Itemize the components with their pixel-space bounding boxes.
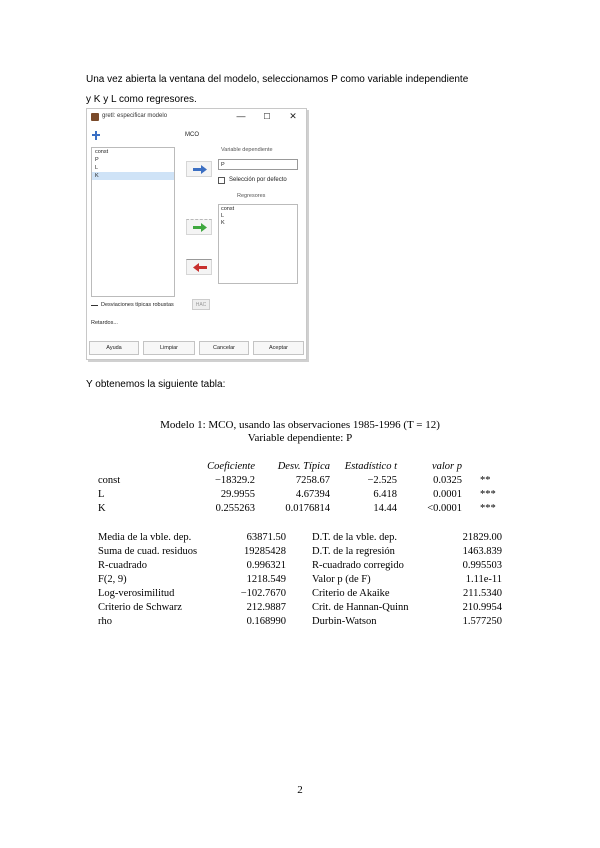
regressor-item-const[interactable]: const [221,206,235,212]
stat-label: Log-verosimilitud [98,588,175,599]
stat-value: 1463.839 [462,546,502,557]
stat-label: Durbin-Watson [312,616,377,627]
clear-button[interactable]: Limpiar [143,341,195,355]
stat-value: 0.995503 [462,560,502,571]
model-spec-window [86,108,307,360]
dependent-variable-label: Variable dependiente [221,147,273,153]
stats-row [0,574,600,588]
coef-name: const [98,475,121,486]
stat-label: F(2, 9) [98,574,127,585]
coef-header-row [0,461,600,475]
hac-button[interactable]: HAC [192,299,210,310]
estimator-label: MCO [185,132,199,138]
remove-regressor-button[interactable] [186,259,212,275]
stat-value: 21829.00 [462,532,502,543]
stats-row [0,616,600,630]
stat-value: 1.11e-11 [465,574,502,585]
coef-value: 0.255263 [215,503,255,514]
stat-value: 211.5340 [463,588,502,599]
header-se: Desv. Típica [277,461,330,472]
stat-value: 210.9954 [462,602,502,613]
stat-label: Media de la vble. dep. [98,532,192,543]
page-number: 2 [297,784,303,796]
stats-row [0,588,600,602]
regressors-label: Regresores [237,193,266,199]
coef-row [0,489,600,503]
model-dependent: Variable dependiente: P [247,432,353,444]
cancel-button[interactable]: Cancelar [199,341,249,355]
se-value: 4.67394 [295,489,330,500]
significance-stars: *** [480,489,496,500]
stats-row [0,546,600,560]
gretl-app-icon [91,113,99,121]
stat-value: 63871.50 [246,532,286,543]
coef-row [0,503,600,517]
stat-value: 0.996321 [246,560,286,571]
header-coef: Coeficiente [207,461,255,472]
help-button[interactable]: Ayuda [89,341,139,355]
coef-value: −18329.2 [214,475,255,486]
p-value: 0.0325 [433,475,462,486]
coef-value: 29.9955 [220,489,255,500]
variable-list[interactable] [91,147,175,297]
default-selection-label: Selección por defecto [229,177,287,183]
variable-item-const[interactable]: const [95,149,109,155]
intro-paragraph [86,70,526,110]
header-t: Estadístico t [344,461,397,472]
p-value: <0.0001 [427,503,462,514]
significance-stars: ** [480,475,491,486]
se-value: 0.0176814 [285,503,330,514]
header-p: valor p [431,461,462,472]
robust-se-label: Desviaciones típicas robustas [101,302,174,308]
stats-row [0,602,600,616]
close-button[interactable]: ✕ [289,111,297,121]
coef-name: K [98,503,106,514]
variable-item-p[interactable]: P [95,157,99,163]
stats-row [0,560,600,574]
stat-label: rho [98,616,112,627]
stat-value: 19285428 [244,546,286,557]
t-value: 6.418 [373,489,397,500]
robust-se-checkbox[interactable] [91,305,98,306]
p-value: 0.0001 [433,489,462,500]
set-dependent-button[interactable] [186,161,212,177]
model-title: Modelo 1: MCO, usando las observaciones 1985-1996 (T = 12) [160,419,440,431]
significance-stars: *** [480,503,496,514]
stat-label: Suma de cuad. residuos [98,546,198,557]
stat-value: 1218.549 [246,574,286,585]
maximize-button[interactable]: ☐ [263,112,271,121]
coef-row [0,475,600,489]
ok-button[interactable]: Aceptar [253,341,304,355]
stat-value: 212.9887 [246,602,286,613]
coef-name: L [98,489,105,500]
stat-value: −102.7670 [240,588,286,599]
stat-label: Valor p (de F) [312,574,371,585]
se-value: 7258.67 [295,475,330,486]
regressor-item-l[interactable]: L [221,213,225,219]
add-regressor-button[interactable] [186,219,212,235]
stat-label: D.T. de la regresión [312,546,395,557]
stat-value: 1.577250 [462,616,502,627]
stat-label: Criterio de Akaike [312,588,390,599]
t-value: 14.44 [373,503,397,514]
stat-label: Criterio de Schwarz [98,602,182,613]
stat-label: D.T. de la vble. dep. [312,532,397,543]
stat-label: Crit. de Hannan-Quinn [312,602,409,613]
intro-line-1: Una vez abierta la ventana del modelo, seleccionamos P como variable independiente [86,74,469,85]
lead-text: Y obtenemos la siguiente tabla: [86,379,226,390]
variable-item-k[interactable]: K [92,172,174,180]
default-selection-checkbox[interactable] [218,177,225,184]
lags-link[interactable]: Retardos... [91,320,118,326]
regressor-list[interactable] [218,204,298,284]
arrow-right-green-icon [193,223,207,232]
minimize-button[interactable]: — [236,111,246,121]
intro-line-2: y K y L como regresores. [86,94,197,105]
regressor-item-k[interactable]: K [221,220,225,226]
variable-item-l[interactable]: L [95,165,99,171]
add-var-icon[interactable] [92,131,100,140]
stat-label: R-cuadrado [98,560,147,571]
stats-row [0,532,600,546]
window-title: gretl: especificar modelo [102,113,168,119]
window-titlebar [87,109,306,125]
dependent-variable-field[interactable]: P [218,159,298,170]
stat-label: R-cuadrado corregido [312,560,404,571]
arrow-right-blue-icon [193,165,207,174]
arrow-left-red-icon [193,263,207,272]
t-value: −2.525 [367,475,397,486]
stat-value: 0.168990 [246,616,286,627]
